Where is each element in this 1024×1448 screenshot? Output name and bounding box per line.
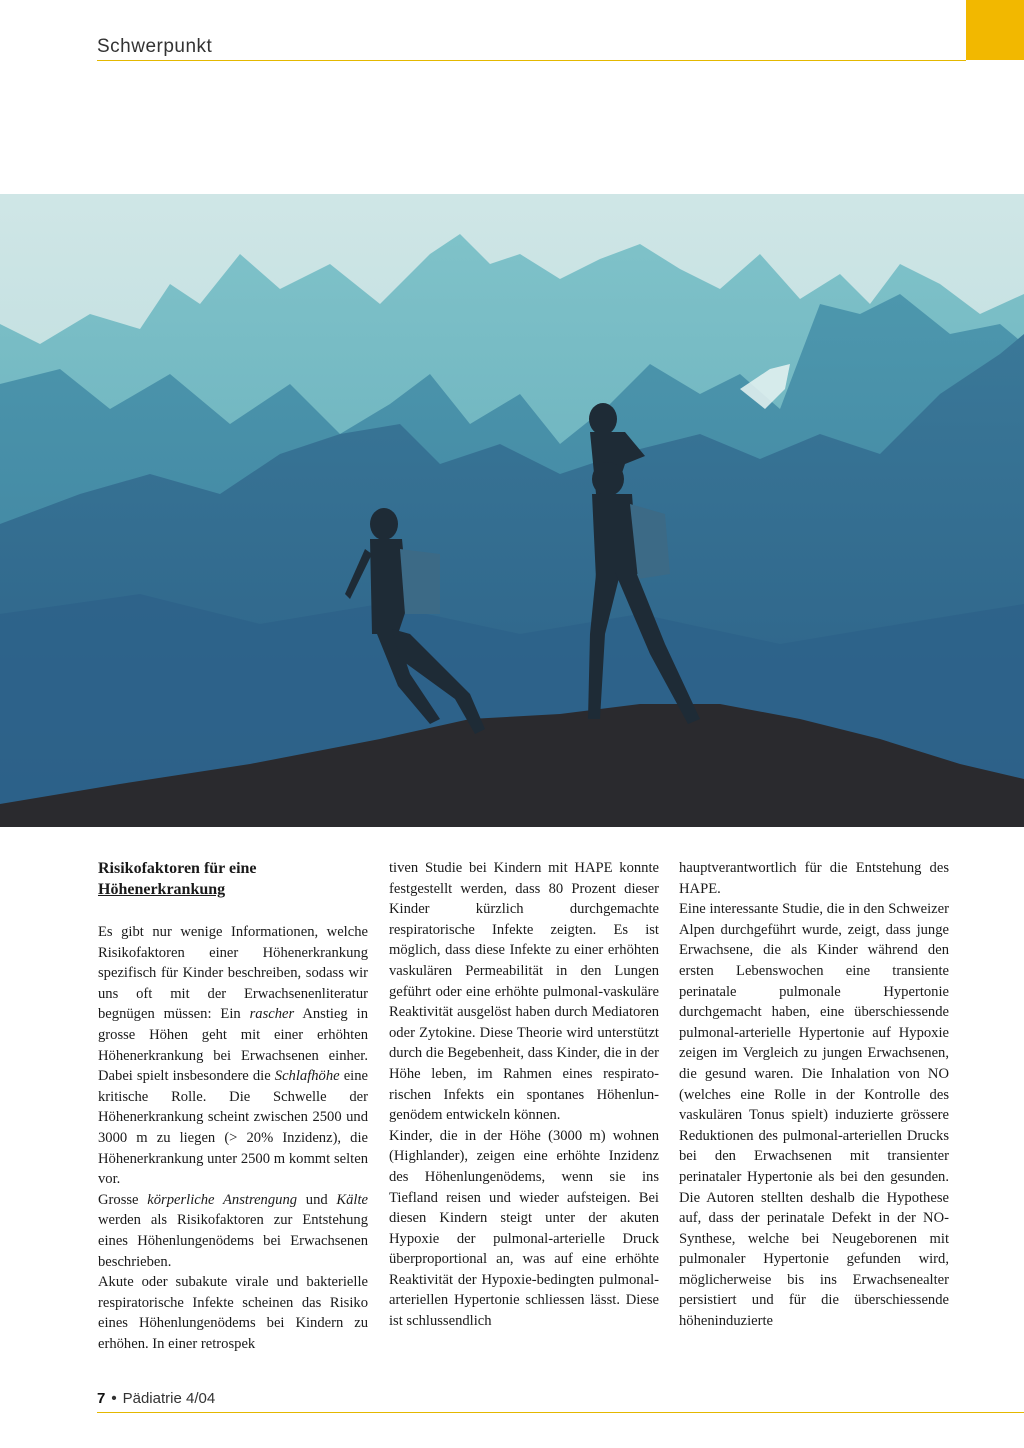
paragraph: Eine interessante Studie, die in den Schweizer Alpen durchgeführt wurde, zeigt, dass junge Erwachsene, die als Kinder während den ersten Lebenswochen eine transiente perinatale pulmonale Hypertonie durchgemacht haben, eine überschiessende pulmonal-arterielle Hypertonie auf Hypoxie zeigen im Vergleich zu jungen Erwachsenen, die gesund waren. Die Inhalation von NO (welches eine Rolle in der Kontrolle des vaskulären Tonus spielt) induzierte grössere Reduktionen des pulmonal-arteriellen Drucks bei den Erwachsenen mit transienter perinataler Hypertonie als bei den gesunden. Die Autoren stellten deshalb die Hypothese auf, dass der perinatale Defekt in der NO-Synthese, welche bei Neugeborenen mit pulmonaler Hypertonie gefunden wird, möglicherweise bis ins Erwachsenealter persistiert und für die überschiessende höheninduzierte: [679, 901, 949, 1330]
text-run: Grosse: [98, 1191, 148, 1208]
paragraph: [98, 922, 368, 1190]
text-run: und: [297, 1191, 337, 1208]
paragraph: tiven Studie bei Kindern mit HAPE konnte festgestellt werden, dass 80 Prozent dieser Kinder kürzlich durchgemachte respiratorische Infekte zeigten. Es ist möglich, dass diese Infekte zu einer erhöhten vaskulären Permeabilität in den Lungen geführt oder eine erhöhte pulmonal-vaskuläre Reaktivität ausgelöst haben durch Mediatoren oder Zytokine. Diese Theorie wird unterstützt durch die Begebenheit, dass Kinder, die in der Höhe leben, im Rahmen eines respiratorischen Infekts ein spontanes Höhenlungenödem entwickeln können.: [389, 860, 659, 1124]
heading-line-2: Höhenerkrankung: [98, 881, 226, 898]
text-run: eine kritische Rolle. Die Schwelle der Höhenerkrankung scheint zwischen 2500 und 3000 m zu liegen (> 20% Inzidenz), die Höhenerkrankung unter 2500 m kommt selten vor.: [98, 1068, 368, 1188]
article-column-3: [679, 858, 949, 1332]
section-title: Schwerpunkt: [97, 36, 213, 57]
footer-bullet: •: [111, 1390, 117, 1407]
emphasis-text: rascher: [249, 1006, 295, 1023]
emphasis-text: körperliche Anstrengung: [147, 1191, 298, 1208]
text-run: werden als Risikofaktoren zur Entstehung eines Höhenlungenödems bei Erwachsenen beschrieben.: [98, 1212, 368, 1270]
footer-rule: [97, 1412, 1024, 1413]
heading-line-1: Risikofaktoren für eine: [98, 860, 257, 877]
mountain-hikers-photo: [0, 194, 1024, 827]
article-heading: [98, 858, 368, 900]
header-rule: [97, 60, 966, 61]
publication-name: Pädiatrie 4/04: [122, 1390, 216, 1407]
paragraph: Akute oder subakute virale und bakterielle respiratorische Infekte scheinen das Risiko eines Höhenlungenödems bei Kindern zu erhöhen. In einer retrospek: [98, 1274, 368, 1352]
page-number: 7: [97, 1390, 106, 1407]
emphasis-text: Kälte: [336, 1191, 369, 1208]
text-run: Es gibt nur wenige Informationen, welche Risikofaktoren einer Höhenerkrankung spezifisch für Kinder beschreiben, sodass wir uns oft mit der Erwachsenenliteratur begnügen müssen: Ein: [98, 924, 368, 1023]
article-column-2: [389, 858, 659, 1332]
page-footer: [97, 1390, 215, 1407]
article-column-1: [98, 858, 368, 1354]
paragraph: hauptverantwortlich für die Entstehung des HAPE.: [679, 860, 949, 897]
paragraph: Kinder, die in der Höhe (3000 m) wohnen (Highlander), zeigen eine erhöhte Inzidenz des Höhenlungenödems, wenn sie ins Tiefland reisen und wieder aufsteigen. Bei diesen Kindern steigt unter der akuten Hypoxie der pulmonal-arterielle Druck überproportional an, was auf eine erhöhte Reaktivität der Hypoxie-bedingten pulmonal-arteriellen Hypertonie schliessen lässt. Diese ist schlussendlich: [389, 1127, 659, 1330]
header-accent-tab: [966, 0, 1024, 60]
paragraph: [98, 1190, 368, 1272]
text-run: Anstieg in grosse Höhen geht mit einer erhöhten Höhenerkrankung bei Erwachsenen einher. Dabei spielt insbesondere die: [98, 1006, 368, 1085]
emphasis-text: Schlafhöhe: [274, 1068, 340, 1085]
